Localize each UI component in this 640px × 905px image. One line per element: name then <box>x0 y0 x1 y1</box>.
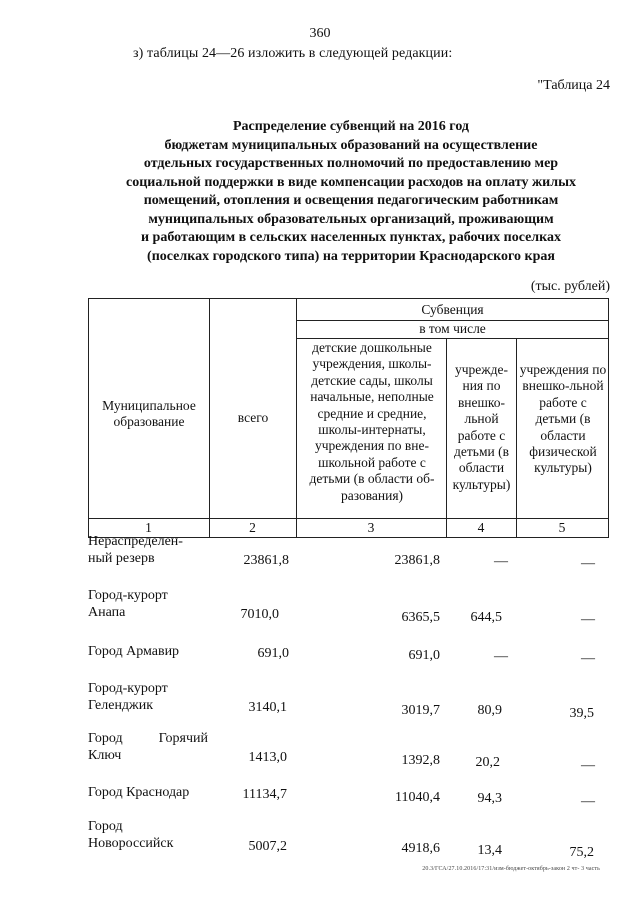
cell-total: 1413,0 <box>248 750 287 765</box>
cell-c4: 94,3 <box>477 791 502 806</box>
row-name: Город Горячий Ключ <box>88 731 208 763</box>
title-line: (поселках городского типа) на территории Краснодарского края <box>147 248 555 264</box>
title-line: помещений, отопления и освещения педагогическим работникам <box>143 193 559 208</box>
units-label: (тыс. рублей) <box>530 279 610 294</box>
cell-c5: — <box>581 612 595 627</box>
cell-c4: — <box>494 554 508 569</box>
cell-c3: 6365,5 <box>401 610 440 625</box>
cell-c4: 13,4 <box>477 843 502 858</box>
grid-line <box>446 338 447 538</box>
cell-c3: 691,0 <box>408 648 440 663</box>
row-name: Город-курорт Анапа <box>88 588 168 620</box>
title-line: бюджетам муниципальных образований на осуществление <box>164 137 538 153</box>
page-number: 360 <box>309 26 331 41</box>
footer-note: 20.3/ГСА/27.10.2016/17:31/изм-бюджет-октябрь-закон 2 чт- 3 часть <box>422 866 600 872</box>
cell-c4: 644,5 <box>470 610 502 625</box>
cell-total: 7010,0 <box>240 607 279 622</box>
table-title <box>80 118 622 266</box>
cell-c5: — <box>581 794 595 809</box>
intro-text: з) таблицы 24—26 изложить в следующей редакции: <box>133 46 453 61</box>
grid-line <box>88 298 609 299</box>
header-subvention: Субвенция <box>421 302 484 317</box>
cell-c3: 23861,8 <box>394 553 440 568</box>
cell-c5: 75,2 <box>569 845 594 860</box>
cell-c3: 1392,8 <box>401 753 440 768</box>
row-name: Город-курорт Геленджик <box>88 681 168 713</box>
cell-total: 23861,8 <box>243 553 289 568</box>
header-num: 1 <box>145 520 152 535</box>
cell-c4: — <box>494 649 508 664</box>
row-name: Нераспределен-ный резерв <box>88 534 183 566</box>
header-num: 4 <box>477 520 485 535</box>
cell-c3: 11040,4 <box>395 790 440 805</box>
title-line: муниципальных образовательных организаций, проживающим <box>148 211 554 227</box>
row-name: Город Краснодар <box>88 785 190 800</box>
table-label: "Таблица 24 <box>537 78 610 93</box>
cell-c4: 20,2 <box>475 755 500 770</box>
grid-line <box>88 518 609 519</box>
header-num: 2 <box>249 520 256 535</box>
cell-total: 691,0 <box>257 646 289 661</box>
row-name: Город Новороссийск <box>88 819 174 851</box>
title-line: отдельных государственных полномочий по предоставлению мер <box>143 156 559 171</box>
cell-total: 5007,2 <box>248 839 287 854</box>
header-col3: детские дошкольные учреждения, школы-детские сады, школы начальные, неполные средние и средние, школы-интернаты, учреждения по вне-школьной работе с детьми (в области об-разования) <box>309 340 435 503</box>
header-in-that-number: в том числе <box>419 321 486 336</box>
header-total: всего <box>237 410 269 425</box>
cell-total: 11134,7 <box>242 787 287 802</box>
header-col5: учреждения по внешко-льной работе с детьми (в области физической культуры) <box>519 362 607 476</box>
cell-c3: 4918,6 <box>401 841 440 856</box>
title-line: Распределение субвенций на 2016 год <box>233 119 469 134</box>
table-header <box>88 298 609 538</box>
cell-c5: — <box>581 556 595 571</box>
header-num: 3 <box>367 520 375 535</box>
row-name: Город Армавир <box>88 644 180 659</box>
title-line: социальной поддержки в виде компенсации расходов на оплату жилых <box>125 174 577 190</box>
grid-line <box>88 298 89 538</box>
cell-total: 3140,1 <box>248 700 287 715</box>
header-col4: учрежде-ния по внешко-льной работе с детьми (в области культуры) <box>452 362 511 492</box>
cell-c5: — <box>581 651 595 666</box>
title-line: и работающим в сельских населенных пунктах, рабочих поселках <box>140 230 562 245</box>
cell-c5: — <box>581 758 595 773</box>
grid-line <box>516 338 517 538</box>
cell-c5: 39,5 <box>569 706 594 721</box>
header-municipality: Муниципальное образование <box>102 398 196 430</box>
grid-line <box>296 338 609 339</box>
header-num: 5 <box>558 520 566 535</box>
cell-c3: 3019,7 <box>401 703 440 718</box>
cell-c4: 80,9 <box>477 703 502 718</box>
